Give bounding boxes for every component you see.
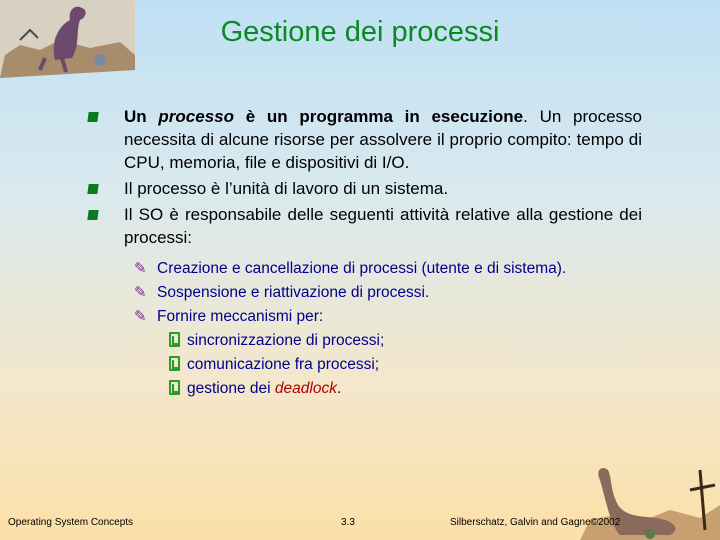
bullet-3-text: Il SO è responsabile delle seguenti attività relative alla gestione dei processi: [124,205,642,247]
sub-sub-bullet-2 [82,353,642,377]
sub-sub-bullet-3 [82,377,642,401]
sub-bullet-2 [82,281,642,305]
sub-bullet-1 [82,257,642,281]
slide-title: Gestione dei processi [220,16,500,48]
bullet-1-rest: . Un processo necessita di alcune risorse per assolvere il proprio compito: tempo di CPU, memoria, file e dispositivi di I/O. [124,107,642,172]
footer-copyright: Silberschatz, Galvin and Gagne©2002 [450,517,621,528]
bullet-1 [82,105,642,174]
sub-sub-bullet-1-text: sincronizzazione di processi; [187,332,385,349]
check-box-icon [169,380,180,395]
pen-icon: ✎ [134,284,147,301]
last-item-emph: deadlock [274,380,337,397]
bullet-2 [82,177,642,200]
bullet-1-word3: è un programma in esecuzione [245,107,524,126]
sub-bullet-1-text: Creazione e cancellazione di processi (utente e di sistema). [157,260,567,277]
footer-page-number: 3.3 [341,517,355,528]
sub-bullet-2-text: Sospensione e riattivazione di processi. [157,284,430,301]
bullet-1-word2: processo [158,107,234,126]
pen-icon: ✎ [134,308,147,325]
sub-sub-bullet-2-text: comunicazione fra processi; [187,356,380,373]
pen-icon: ✎ [134,260,147,277]
bullet-1-word1: Un [124,107,147,126]
check-box-icon [169,356,180,371]
bullet-3 [82,203,642,249]
sub-bullet-3 [82,305,642,329]
bullet-square-icon [87,112,98,122]
dinosaur-logo-bottom-right [580,460,720,540]
last-item-suffix: . [336,380,342,397]
bullet-square-icon [87,184,98,194]
last-item-prefix: gestione dei [187,380,275,397]
sub-bullet-3-text: Fornire meccanismi per: [157,308,324,325]
bullet-square-icon [87,210,98,220]
sub-sub-bullet-1 [82,329,642,353]
check-box-icon [169,332,180,347]
bullet-2-text: Il processo è l’unità di lavoro di un sistema. [124,179,449,198]
slide-content [82,105,642,401]
footer-left: Operating System Concepts [8,517,134,528]
